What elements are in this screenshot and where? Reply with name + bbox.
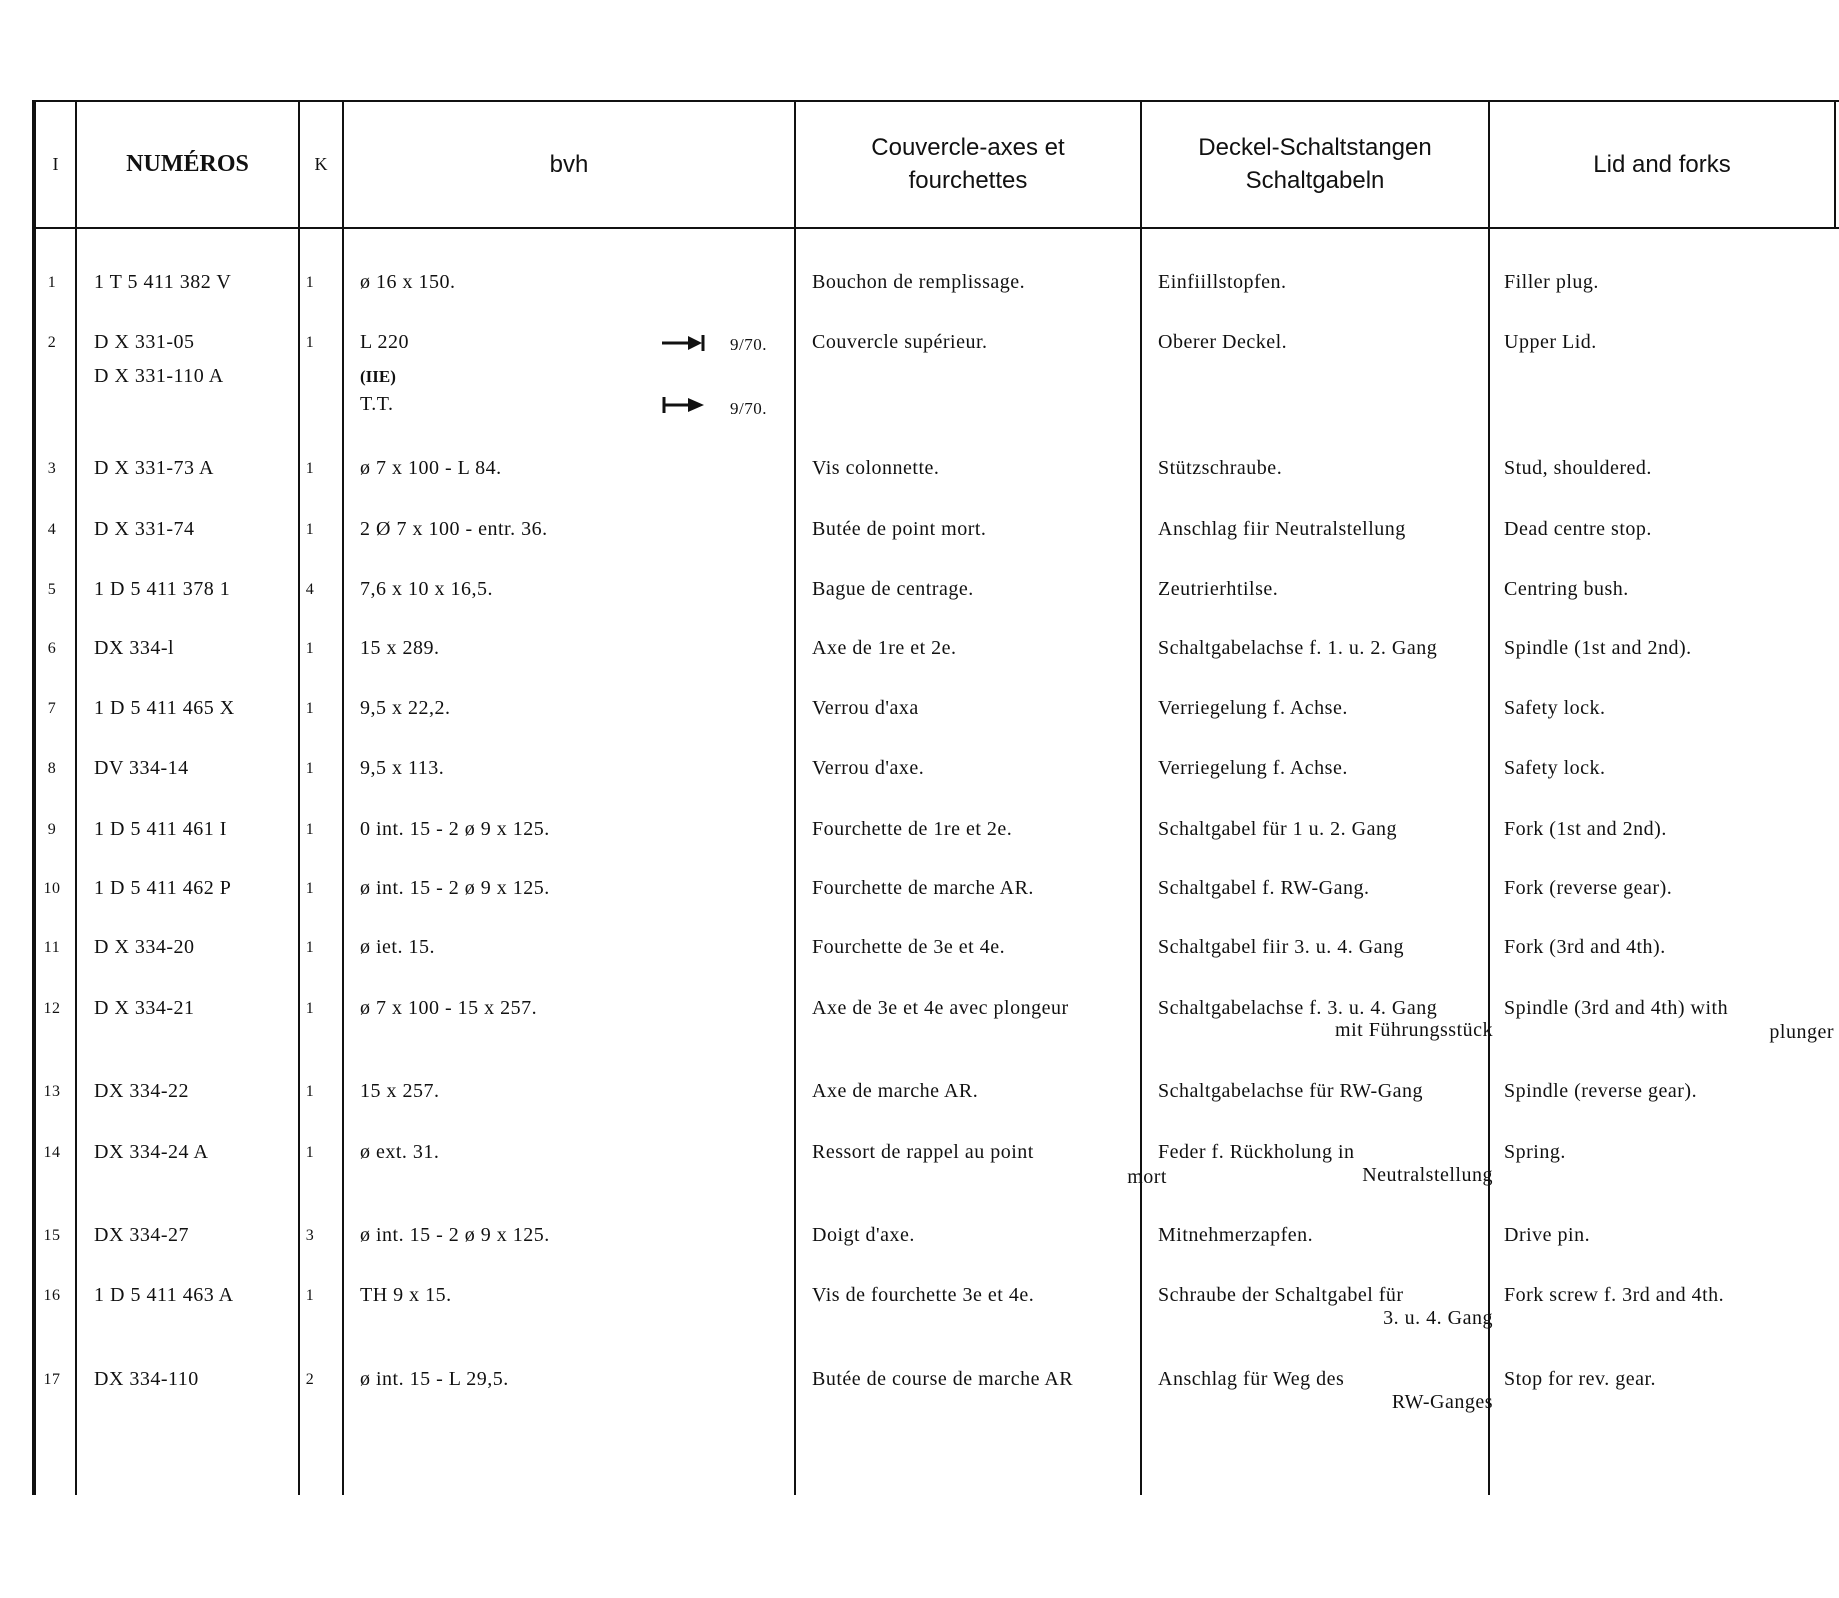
desc-fr: Verrou d'axa: [812, 697, 919, 719]
desc-en: Spindle (3rd and 4th) with: [1504, 997, 1729, 1019]
table-row: [32, 331, 1839, 421]
change-date-alt: 9/70.: [730, 399, 767, 418]
desc-fr: Vis de fourchette 3e et 4e.: [812, 1284, 1035, 1306]
header-index: I: [52, 153, 59, 174]
part-number: D X 334-20: [94, 936, 195, 958]
edition-symbol: (IIE): [360, 367, 396, 386]
part-number: DX 334-l: [94, 637, 175, 659]
desc-de: Schaltgabel für 1 u. 2. Gang: [1158, 818, 1397, 840]
row-index: 2: [47, 334, 57, 351]
change-date: 9/70.: [730, 335, 767, 354]
desc-de: Anschlag für Weg des: [1158, 1368, 1345, 1390]
dimensions-alt: T.T.: [360, 393, 394, 415]
quantity: 1: [305, 334, 315, 351]
part-number: D X 331-73 A: [94, 457, 214, 479]
dimensions: ø 16 x 150.: [360, 271, 456, 293]
desc-fr: Axe de 1re et 2e.: [812, 637, 957, 659]
part-number: 1 T 5 411 382 V: [94, 271, 232, 293]
row-index: 9: [47, 821, 57, 838]
desc-en-cont: plunger: [1769, 1021, 1834, 1043]
desc-de-cont: 3. u. 4. Gang: [1383, 1307, 1493, 1329]
desc-de: Schaltgabel f. RW-Gang.: [1158, 877, 1370, 899]
desc-fr: Axe de 3e et 4e avec plongeur: [812, 997, 1069, 1019]
desc-de: Schaltgabelachse f. 1. u. 2. Gang: [1158, 637, 1438, 659]
row-index: 12: [43, 1000, 61, 1017]
desc-de: Schaltgabel fiir 3. u. 4. Gang: [1158, 936, 1405, 958]
header-dims: bvh: [549, 150, 589, 178]
desc-de-cont: RW-Ganges: [1391, 1391, 1493, 1413]
desc-fr: Bague de centrage.: [812, 578, 974, 600]
desc-de: Stützschraube.: [1158, 457, 1283, 479]
quantity: 1: [305, 1083, 315, 1100]
dimensions: 9,5 x 113.: [360, 757, 445, 779]
desc-de: Schaltgabelachse für RW-Gang: [1158, 1080, 1424, 1102]
part-number: 1 D 5 411 463 A: [94, 1284, 234, 1306]
desc-fr: Fourchette de 1re et 2e.: [812, 818, 1013, 840]
desc-de: Zeutrierhtilse.: [1158, 578, 1279, 600]
part-number: DV 334-14: [94, 757, 189, 779]
desc-de: Mitnehmerzapfen.: [1158, 1224, 1314, 1246]
part-number: D X 331-74: [94, 518, 195, 540]
desc-en: Safety lock.: [1504, 697, 1606, 719]
parts-table: [32, 100, 1839, 1495]
until-arrow-icon: [662, 333, 706, 353]
quantity: 1: [305, 700, 315, 717]
row-index: 16: [43, 1287, 61, 1304]
header-fr: [796, 100, 1140, 228]
desc-en: Fork (reverse gear).: [1504, 877, 1673, 899]
dimensions: ø ext. 31.: [360, 1141, 440, 1163]
row-index: 1: [47, 274, 57, 291]
desc-fr: Doigt d'axe.: [812, 1224, 915, 1246]
header-de: [1142, 100, 1488, 228]
dimensions: TH 9 x 15.: [360, 1284, 452, 1306]
dimensions: ø int. 15 - 2 ø 9 x 125.: [360, 877, 550, 899]
header-de-line1: Deckel-Schaltstangen: [1198, 134, 1432, 161]
desc-de: Verriegelung f. Achse.: [1158, 757, 1348, 779]
desc-fr: Vis colonnette.: [812, 457, 940, 479]
part-number-alt: D X 331-110 A: [94, 365, 224, 387]
desc-fr: Fourchette de 3e et 4e.: [812, 936, 1006, 958]
part-number: 1 D 5 411 461 I: [94, 818, 227, 840]
row-index: 17: [43, 1371, 61, 1388]
dimensions: ø int. 15 - 2 ø 9 x 125.: [360, 1224, 550, 1246]
dimensions: 9,5 x 22,2.: [360, 697, 451, 719]
desc-de-cont: mit Führungsstück: [1335, 1019, 1493, 1041]
desc-fr-cont: mort: [1127, 1166, 1167, 1188]
divider-idx: [75, 100, 77, 1495]
header-k: K: [314, 153, 328, 174]
desc-de: Schaltgabelachse f. 3. u. 4. Gang: [1158, 997, 1438, 1019]
row-index: 6: [47, 640, 57, 657]
header-numeros: NUMÉROS: [126, 150, 249, 177]
desc-fr: Axe de marche AR.: [812, 1080, 979, 1102]
row-index: 11: [43, 939, 61, 956]
desc-en: Centring bush.: [1504, 578, 1629, 600]
part-number: 1 D 5 411 462 P: [94, 877, 232, 899]
divider-k: [342, 100, 344, 1495]
part-number: D X 331-05: [94, 331, 195, 353]
desc-en: Stud, shouldered.: [1504, 457, 1652, 479]
desc-en: Dead centre stop.: [1504, 518, 1652, 540]
quantity: 1: [305, 521, 315, 538]
part-number: 1 D 5 411 378 1: [94, 578, 231, 600]
dimensions: ø 7 x 100 - L 84.: [360, 457, 502, 479]
desc-en: Spring.: [1504, 1141, 1566, 1163]
desc-de: Anschlag fiir Neutralstellung: [1158, 518, 1406, 540]
row-index: 8: [47, 760, 57, 777]
part-number: D X 334-21: [94, 997, 195, 1019]
desc-de-cont: Neutralstellung: [1362, 1164, 1493, 1186]
header-fr-line2: fourchettes: [908, 167, 1028, 194]
dimensions: 2 Ø 7 x 100 - entr. 36.: [360, 518, 548, 540]
part-number: 1 D 5 411 465 X: [94, 697, 235, 719]
quantity: 1: [305, 1000, 315, 1017]
quantity: 2: [305, 1371, 315, 1388]
divider-dims: [794, 100, 796, 1495]
desc-de: Verriegelung f. Achse.: [1158, 697, 1348, 719]
desc-fr: Butée de point mort.: [812, 518, 987, 540]
quantity: 1: [305, 760, 315, 777]
border-right: [1834, 100, 1836, 228]
quantity: 4: [305, 581, 315, 598]
desc-en: Stop for rev. gear.: [1504, 1368, 1657, 1390]
desc-de: Oberer Deckel.: [1158, 331, 1288, 353]
part-number: DX 334-22: [94, 1080, 190, 1102]
desc-de: Feder f. Rückholung in: [1158, 1141, 1355, 1163]
quantity: 1: [305, 640, 315, 657]
desc-fr: Fourchette de marche AR.: [812, 877, 1034, 899]
dimensions: 15 x 257.: [360, 1080, 440, 1102]
from-arrow-icon: [662, 395, 706, 415]
dimensions: 15 x 289.: [360, 637, 440, 659]
quantity: 1: [305, 821, 315, 838]
row-index: 3: [47, 460, 57, 477]
quantity: 1: [305, 880, 315, 897]
dimensions: L 220: [360, 331, 409, 353]
row-index: 14: [43, 1144, 61, 1161]
dimensions: ø 7 x 100 - 15 x 257.: [360, 997, 538, 1019]
row-index: 4: [47, 521, 57, 538]
desc-fr: Verrou d'axe.: [812, 757, 925, 779]
desc-en: Fork (3rd and 4th).: [1504, 936, 1666, 958]
desc-en: Spindle (reverse gear).: [1504, 1080, 1698, 1102]
part-number: DX 334-27: [94, 1224, 190, 1246]
quantity: 1: [305, 939, 315, 956]
desc-en: Spindle (1st and 2nd).: [1504, 637, 1692, 659]
desc-en: Drive pin.: [1504, 1224, 1591, 1246]
desc-fr: Bouchon de remplissage.: [812, 271, 1026, 293]
header-de-line2: Schaltgabeln: [1245, 167, 1385, 194]
dimensions: ø int. 15 - L 29,5.: [360, 1368, 509, 1390]
dimensions: ø iet. 15.: [360, 936, 435, 958]
part-number: DX 334-110: [94, 1368, 199, 1390]
desc-fr: Ressort de rappel au point: [812, 1141, 1034, 1163]
row-index: 13: [43, 1083, 61, 1100]
desc-de: Schraube der Schaltgabel für: [1158, 1284, 1404, 1306]
quantity: 1: [305, 274, 315, 291]
dimensions: 7,6 x 10 x 16,5.: [360, 578, 493, 600]
quantity: 3: [305, 1227, 315, 1244]
header-en: Lid and forks: [1593, 150, 1731, 178]
desc-en: Filler plug.: [1504, 271, 1599, 293]
row-index: 10: [43, 880, 61, 897]
row-index: 7: [47, 700, 57, 717]
quantity: 1: [305, 1144, 315, 1161]
desc-en: Fork (1st and 2nd).: [1504, 818, 1667, 840]
part-number: DX 334-24 A: [94, 1141, 209, 1163]
desc-en: Safety lock.: [1504, 757, 1606, 779]
desc-en: Upper Lid.: [1504, 331, 1597, 353]
quantity: 1: [305, 1287, 315, 1304]
desc-en: Fork screw f. 3rd and 4th.: [1504, 1284, 1725, 1306]
dimensions: 0 int. 15 - 2 ø 9 x 125.: [360, 818, 550, 840]
quantity: 1: [305, 460, 315, 477]
row-index: 5: [47, 581, 57, 598]
header-fr-line1: Couvercle-axes et: [871, 134, 1065, 161]
row-index: 15: [43, 1227, 61, 1244]
desc-fr: Butée de course de marche AR: [812, 1368, 1074, 1390]
desc-de: Einfiillstopfen.: [1158, 271, 1287, 293]
desc-fr: Couvercle supérieur.: [812, 331, 988, 353]
